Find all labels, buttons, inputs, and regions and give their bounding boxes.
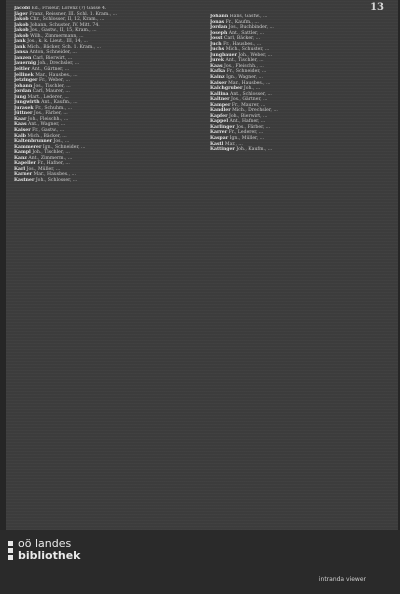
entry-text: Jos., Fleischh., ... <box>224 63 264 69</box>
entry-text: Carl, Maurer, ... <box>32 89 70 95</box>
entry-text: Joh., Fleischh., ... <box>27 116 69 122</box>
entry-name: Jeitler <box>14 67 31 73</box>
entry-text: Carl, Bäcker, ... <box>224 36 261 42</box>
entry-text: Mich., Bäcker, Sch. 1. Kram., ... <box>27 44 101 50</box>
entry-name: Jansa <box>14 50 29 56</box>
entry-name: Jordan <box>210 25 228 31</box>
entry-text: Ant., Zimmerm., ... <box>28 155 73 161</box>
entry-text: Ant., Hafner, ... <box>229 119 266 125</box>
entry-text: Mar., Hausbes., ... <box>33 172 76 178</box>
library-logo[interactable] <box>8 538 80 562</box>
entry-name: Jungbauer <box>210 52 237 58</box>
entry-text: Joh., Kaufm., ... <box>236 147 273 153</box>
entry-text: Fr., Lederer, ... <box>228 130 264 136</box>
entry-text: Jos., k. k. Lieut., III, 14, ... <box>27 39 88 45</box>
entry-name: Jordan <box>14 89 32 95</box>
entry-name: Kaltner <box>210 97 230 103</box>
entry-name: Juch <box>210 41 222 47</box>
entry-text: Chr., Schlosser, II, 12, Kram., ... <box>30 17 105 23</box>
entry-name: Jank <box>14 44 26 50</box>
entry-text: Fr., Kaufm., ... <box>225 19 259 25</box>
library-logo-icon <box>8 541 13 560</box>
entry-text: Ant., Sattler, ... <box>228 30 265 36</box>
entry-name: Kaiser <box>210 80 227 86</box>
entry-name: Kammerer <box>14 144 42 150</box>
logo-line-1: oö landes <box>18 537 72 550</box>
entry-name: Jungwirth <box>14 100 40 106</box>
entry-text: Joh., Weber, ... <box>238 52 273 58</box>
entry-name: Jurek <box>210 58 225 64</box>
entry-text: Jos., ... <box>53 139 70 145</box>
entry-text: Ant., Schlosser, ... <box>230 91 272 97</box>
entry-name: Kattinger <box>210 147 235 153</box>
entry-name: Jellinek <box>14 72 34 78</box>
entry-text: Fr., Hausbes., ... <box>223 41 262 47</box>
entry-text: Mich., Bäcker, ... <box>27 133 67 139</box>
entry-text: Ant., Gärtner, ... <box>31 67 70 73</box>
page-number: 13 <box>370 2 384 13</box>
entry-text: Jos., Gastw., II, 15, Kram., ... <box>30 28 97 34</box>
entry-text: Mart., Lederer, ... <box>27 94 69 100</box>
document-page <box>6 0 398 530</box>
entry-text: Wilh., Zimmermann, ... <box>30 33 84 39</box>
entry-text: Carl, Bierwirt, ... <box>32 55 73 61</box>
entry-name: Kandler <box>210 108 231 114</box>
entry-text: Ant., Wagner, ... <box>28 122 66 128</box>
entry-name: Kapfer <box>210 113 228 119</box>
entry-text: Ign., Müller, ... <box>229 136 265 142</box>
entry-name: Kallina <box>210 91 229 97</box>
entry-name: Kampl <box>14 150 31 156</box>
directory-entry <box>210 147 388 153</box>
entry-text: Ign., Wagner, ... <box>226 75 263 81</box>
library-logo-text <box>18 538 80 562</box>
entry-text: Jos., Gärtner, ... <box>231 97 268 103</box>
entry-name: Jäger <box>14 11 28 17</box>
entry-name: Kaiser <box>14 128 31 134</box>
entry-name: Jurasek <box>14 105 34 111</box>
entry-name: Jacobi <box>14 6 30 11</box>
entry-name: Kafka <box>210 69 226 75</box>
entry-text: Fr., Hafner, ... <box>37 161 70 167</box>
entry-text: Ant., Kaufm., ... <box>41 100 78 106</box>
entry-name: Jüttner <box>14 111 33 117</box>
entry-text: Jos., Müller, ... <box>26 166 61 172</box>
entry-text: Ed., Friseur, Lorenz (?) Gasse 4. <box>31 6 107 11</box>
entry-text: Hans, Gastw., ... <box>229 14 268 19</box>
entry-text: Jos., Buchbinder, ... <box>228 25 274 31</box>
entry-name: Kaltenbrunner <box>14 139 53 145</box>
entry-name: Johann <box>14 83 33 89</box>
entry-text: Ign., Schneider, ... <box>42 144 86 150</box>
entry-name: Jauernig <box>14 61 37 67</box>
entry-text: Mich., Schuster, ... <box>225 47 270 53</box>
entry-text: Joh., Schlosser, ... <box>35 177 78 183</box>
entry-text: Johann, Schuster, IV. Mitt. 74. <box>30 22 100 28</box>
logo-line-2: bibliothek <box>18 549 81 562</box>
entry-text: Joh., Tischler, ... <box>32 150 70 156</box>
entry-name: Karner <box>14 172 33 178</box>
entry-name: Kaar <box>14 116 27 122</box>
entry-name: Jakob <box>14 17 29 23</box>
entry-name: Jonas <box>210 19 225 25</box>
entry-text: Fr., Gastw., ... <box>32 128 65 134</box>
entry-name: Kappel <box>210 119 229 125</box>
entry-name: Karl <box>14 166 26 172</box>
entry-text: Mich., Drechsler, ... <box>232 108 278 114</box>
entry-name: Janzen <box>14 55 32 61</box>
entry-name: Johann <box>210 14 229 19</box>
entry-text: Ant., Tischler, ... <box>225 58 264 64</box>
entry-text: Jos., Färber, ... <box>33 111 68 117</box>
entry-text: Anton, Schneider, ... <box>29 50 77 56</box>
entry-name: Jank <box>14 39 26 45</box>
entry-name: Kaas <box>210 63 223 69</box>
entry-text: Franz, Reissner, III. Schl. 1. Kram., ... <box>29 11 118 17</box>
entry-text: Fr., Weber, ... <box>38 78 70 84</box>
entry-text: Joh., Bierwirt, ... <box>228 113 268 119</box>
entry-name: Jetzinger <box>14 78 38 84</box>
entry-name: Jakob <box>14 22 29 28</box>
right-column <box>210 14 388 526</box>
entry-name: Kapeller <box>14 161 36 167</box>
entry-name: Jakob <box>14 33 29 39</box>
entry-text: Mar., ... <box>224 141 243 147</box>
entry-name: Kamper <box>210 102 231 108</box>
entry-name: Karlinger <box>210 124 235 130</box>
entry-name: Kaspar <box>210 136 229 142</box>
entry-name: Josst <box>210 36 223 42</box>
entry-text: Fr., Maurer, ... <box>231 102 266 108</box>
entry-name: Jakob <box>14 28 29 34</box>
entry-name: Kastner <box>14 177 35 183</box>
entry-name: Kaas <box>14 122 27 128</box>
entry-name: Kalchgruber <box>210 86 243 92</box>
directory-entry <box>14 178 192 184</box>
entry-name: Kanz <box>14 155 27 161</box>
entry-text: Joh., ... <box>243 86 261 92</box>
entry-name: Juchs <box>210 47 225 53</box>
entry-text: Fr., Schuhm., ... <box>35 105 73 111</box>
entry-text: Joh., Drechsler, ... <box>37 61 80 67</box>
entry-text: Mar., Hausbes., ... <box>35 72 78 78</box>
entry-name: Joseph <box>210 30 228 36</box>
entry-name: Karrer <box>210 130 228 136</box>
viewer-label: intranda viewer <box>318 576 366 583</box>
left-column <box>14 6 192 526</box>
entry-name: Kainz <box>210 75 225 81</box>
entry-text: Fr., Schneider, ... <box>226 69 267 75</box>
entry-text: Jos., Tischler, ... <box>33 83 71 89</box>
entry-name: Kalb <box>14 133 26 139</box>
entry-text: Jos., Färber, ... <box>236 124 271 130</box>
entry-text: Mar., Hausbes., ... <box>228 80 271 86</box>
entry-name: Kastl <box>210 141 224 147</box>
entry-name: Jung <box>14 94 27 100</box>
